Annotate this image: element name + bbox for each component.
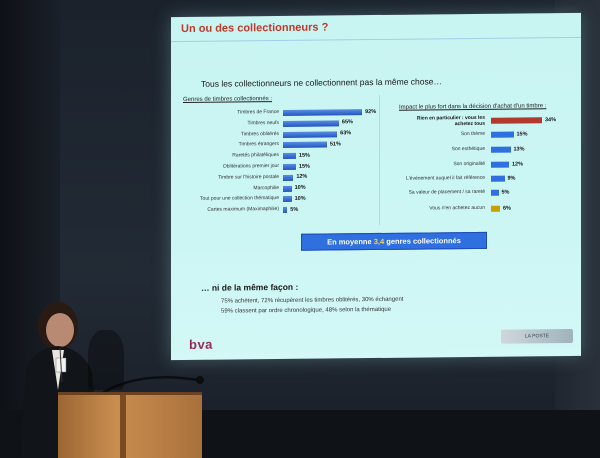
right-bar: [491, 147, 511, 153]
right-row-label: Vous n'en achetez aucun: [429, 204, 485, 212]
right-row-label: Son thème: [460, 130, 485, 138]
left-row-label: Timbres de France: [237, 109, 279, 116]
left-bar-value: 10%: [294, 195, 306, 202]
left-bar: [283, 196, 292, 202]
right-bar-value: 13%: [513, 145, 525, 153]
left-row-label: Timbres oblitérés: [240, 130, 279, 138]
left-bar-value: 92%: [365, 108, 377, 115]
section-divider: [379, 95, 380, 225]
left-bar-value: 10%: [294, 184, 306, 191]
projected-slide: [171, 13, 581, 360]
right-row-label: Son esthétique: [451, 145, 485, 153]
right-bar: [491, 162, 509, 168]
banner-highlight: 3,4: [373, 236, 385, 247]
average-banner: [301, 232, 487, 251]
right-bar-value: 15%: [516, 130, 528, 138]
left-bar-value: 12%: [296, 174, 308, 181]
right-row-label: L'événement auquel il fait référence: [405, 174, 485, 182]
left-bar: [283, 164, 296, 170]
left-row-label: Oblitérations premier jour: [222, 163, 279, 170]
bva-logo: bva: [189, 336, 213, 352]
banner-suffix: genres collectionnés: [384, 236, 461, 246]
slide-title: Un ou des collectionneurs ?: [181, 21, 329, 36]
lectern: [58, 392, 202, 458]
right-row-label: Son originalité: [453, 160, 485, 168]
left-row-label: Timbres étrangers: [238, 141, 279, 148]
right-row-label: Rien en particulier : vous les achetez tous: [416, 114, 485, 128]
left-bar: [283, 131, 337, 138]
left-bar-value: 51%: [329, 141, 341, 148]
left-section-heading: Genres de timbres collectionnés :: [183, 96, 273, 104]
left-row-label: Timbre sur l'histoire postale: [218, 173, 279, 181]
left-bar-value: 15%: [298, 152, 310, 159]
right-bar: [491, 176, 505, 182]
left-row-label: Timbres neufs: [247, 119, 279, 127]
left-row-label: Tout pour une collection thématique: [200, 195, 279, 203]
left-bar-value: 65%: [341, 119, 353, 126]
right-bar-value: 9%: [507, 175, 516, 182]
bullet-item: 59% classent par ordre chronologique, 48% selon la thématique: [221, 306, 392, 315]
right-section-heading: Impact le plus fort dans la décision d'achat d'un timbre :: [399, 103, 547, 111]
left-row-label: Marcophilie: [253, 184, 279, 191]
manner-title: … ni de la même façon :: [201, 281, 299, 293]
left-bar: [283, 109, 362, 116]
left-bar: [283, 142, 327, 148]
right-bar: [491, 132, 514, 138]
left-bar-value: 15%: [298, 163, 310, 170]
right-bar-value: 6%: [503, 205, 511, 212]
left-bar: [283, 120, 339, 127]
right-bar: [491, 190, 499, 196]
slide-subtitle: Tous les collectionneurs ne collectionnent pas la même chose…: [201, 76, 442, 89]
la-poste-logo: LA POSTE: [501, 329, 573, 344]
right-bar: [491, 117, 542, 124]
left-bar: [283, 207, 287, 213]
left-bar-value: 63%: [340, 130, 352, 137]
right-bar: [491, 206, 500, 212]
bullet-item: 75% achètent, 72% récupèrent les timbres oblitérés, 30% échangent: [221, 296, 404, 305]
right-bar-value: 34%: [545, 116, 557, 123]
title-divider: [171, 37, 581, 42]
left-bar: [283, 175, 293, 181]
lectern-edge: [120, 395, 126, 458]
left-row-label: Cartes maximum (Maximaphilie): [207, 206, 279, 213]
left-bar: [283, 153, 296, 159]
right-bar-value: 12%: [512, 160, 524, 168]
left-bar: [283, 185, 292, 191]
left-row-label: Raretés philatéliques: [232, 152, 279, 159]
left-bar-value: 5%: [290, 206, 299, 213]
right-bar-value: 5%: [501, 189, 510, 196]
banner-prefix: En moyenne: [327, 237, 374, 247]
right-row-label: Sa valeur de placement / sa rareté: [408, 188, 485, 196]
speaker-shadow: [88, 330, 124, 390]
